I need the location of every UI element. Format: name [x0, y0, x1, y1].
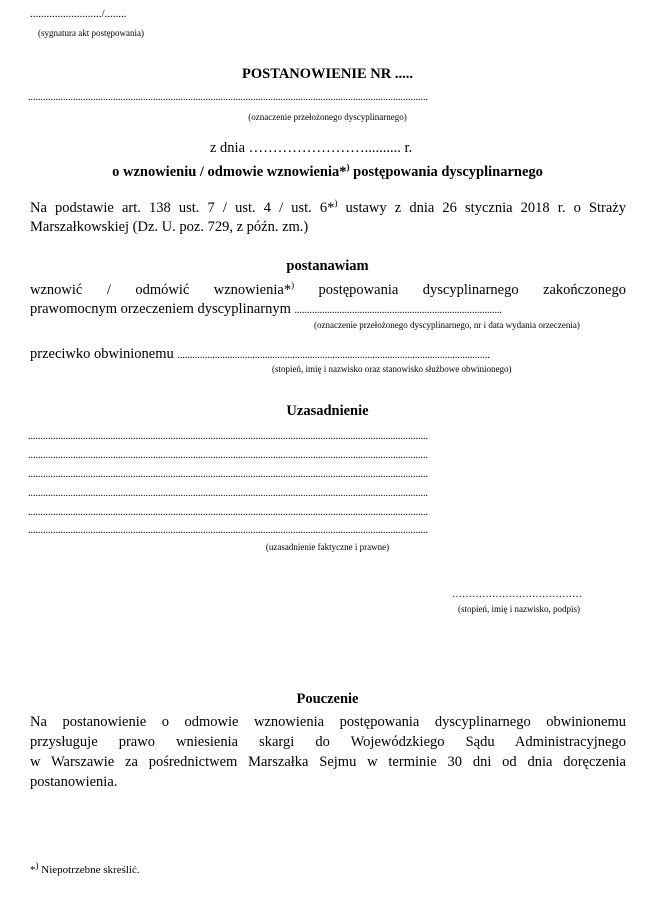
subject-after: postępowania dyscyplinarnego [349, 164, 543, 180]
signature-line: ………………………………… [452, 589, 582, 600]
decision-footnote-mark: ) [291, 280, 295, 291]
decision-subject [0, 164, 655, 181]
footnote-sup: ) [35, 860, 39, 871]
basis-text-b: ustawy z dnia 26 stycznia 2018 r. o Straży [337, 200, 626, 216]
date-prefix: z dnia [210, 140, 246, 156]
justification-line: ................................................................................................................................................................ [28, 450, 428, 461]
against-line [30, 346, 490, 363]
instruction-line: w Warszawie za pośrednictwem Marszałka Sejmu w terminie 30 dni od dnia doręczenia [30, 754, 626, 770]
decision-line2 [30, 301, 502, 318]
justification-line: ................................................................................................................................................................ [28, 525, 428, 536]
case-signature-line: ........................../........ [30, 8, 127, 20]
legal-basis-line2: Marszałkowskiej (Dz. U. poz. 729, z późn. zm.) [30, 219, 309, 235]
justification-heading: Uzasadnienie [286, 403, 369, 419]
subject-before: o wznowieniu / odmowie wznowienia* [112, 164, 347, 180]
justification-line: ................................................................................................................................................................ [28, 431, 428, 442]
justification-caption: (uzasadnienie faktyczne i prawne) [265, 542, 390, 552]
decision-date [210, 140, 412, 157]
footnote-text: Niepotrzebne skreślić. [38, 864, 140, 876]
date-suffix: r. [404, 140, 413, 156]
instruction-heading: Pouczenie [296, 691, 359, 707]
decision-line1 [30, 282, 626, 299]
justification-line: ................................................................................................................................................................ [28, 507, 428, 518]
instruction-line: przysługuje prawo wniesienia skargi do Wojewódzkiego Sądu Administracyjnego [30, 734, 626, 750]
against-dots: ............................................................................................................................. [177, 350, 490, 361]
decision-line2-dots: ................................................................................... [294, 305, 503, 316]
date-dots: …………………….......... [248, 140, 401, 156]
decision-line2-text: prawomocnym orzeczeniem dyscyplinarnym [30, 301, 291, 317]
decision-text-a: wznowić / odmówić wznowienia* [30, 282, 292, 298]
supervisor-caption: (oznaczenie przełożonego dyscyplinarnego) [248, 112, 407, 122]
signature-caption: (stopień, imię i nazwisko, podpis) [458, 604, 580, 614]
decision-text-b: postępowania dyscyplinarnego zakończonego [294, 282, 626, 298]
page-title: POSTANOWIENIE NR ..... [242, 66, 413, 82]
footnote [30, 860, 140, 876]
subject-footnote-mark: ) [346, 162, 350, 173]
against-label: przeciwko obwinionemu [30, 346, 174, 362]
basis-footnote-mark: ) [334, 198, 338, 209]
basis-text-a: Na podstawie art. 138 ust. 7 / ust. 4 / ust. 6* [30, 200, 335, 216]
justification-line: ................................................................................................................................................................ [28, 469, 428, 480]
footnote-mark: * [30, 864, 36, 876]
decision-line2-caption: (oznaczenie przełożonego dyscyplinarnego, nr i data wydania orzeczenia) [314, 320, 580, 330]
case-signature-caption: (sygnatura akt postępowania) [38, 28, 144, 38]
instruction-line: postanowienia. [30, 774, 118, 790]
supervisor-line: ................................................................................................................................................................ [28, 92, 428, 103]
against-caption: (stopień, imię i nazwisko oraz stanowisko służbowe obwinionego) [272, 364, 512, 374]
legal-basis-line1 [30, 200, 626, 217]
decision-heading: postanawiam [286, 258, 369, 274]
justification-line: ................................................................................................................................................................ [28, 488, 428, 499]
instruction-line: Na postanowienie o odmowie wznowienia postępowania dyscyplinarnego obwinionemu [30, 714, 626, 730]
